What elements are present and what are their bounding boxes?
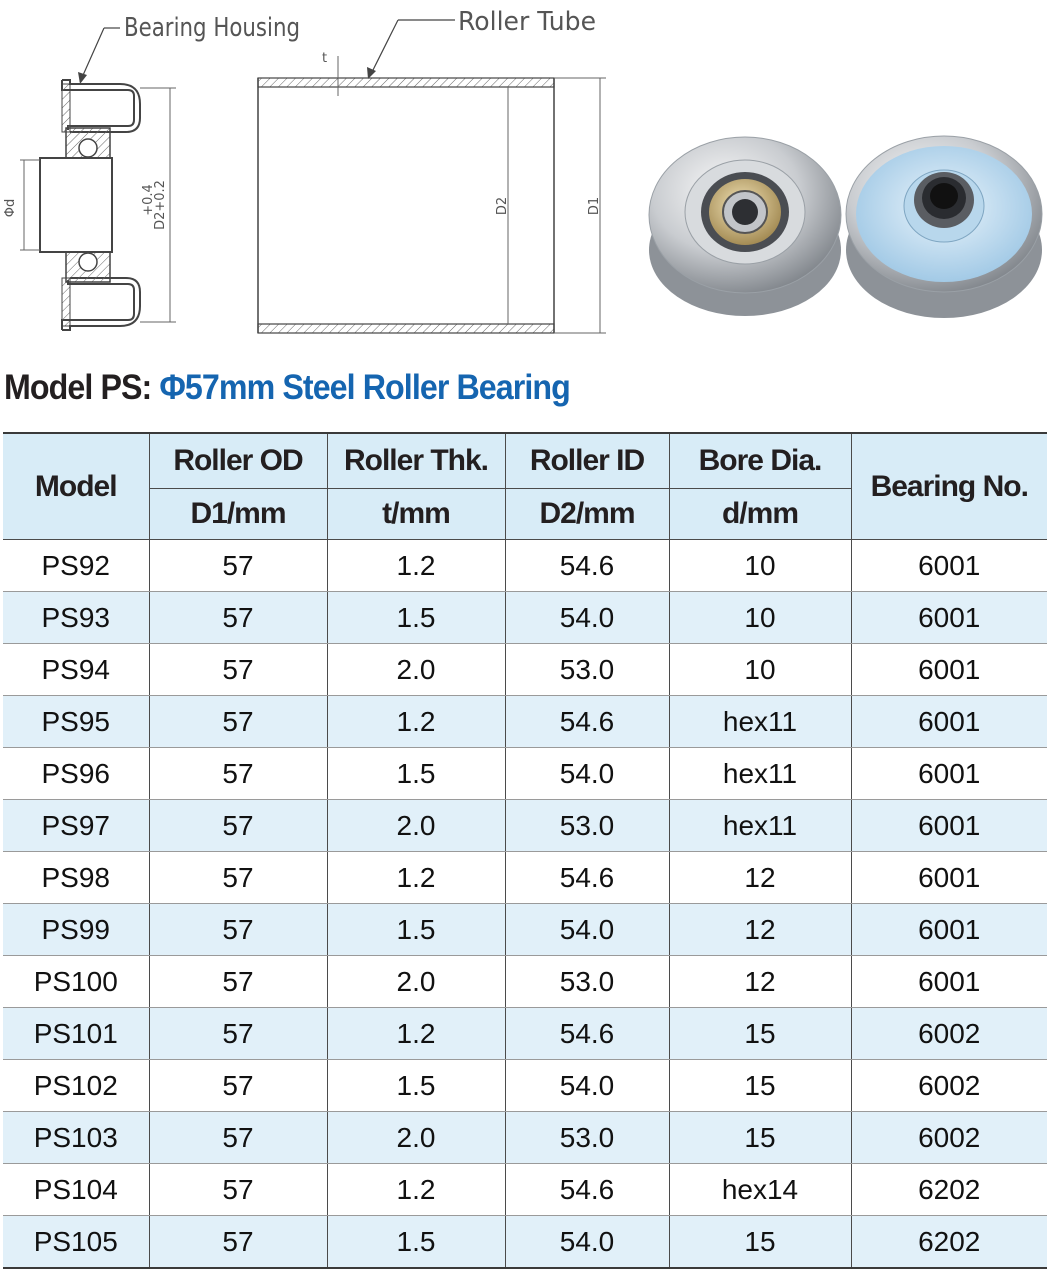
cell-bearing-no: 6002: [851, 1112, 1047, 1164]
header-model: Model: [3, 433, 149, 540]
cell-bore-dia: 10: [669, 592, 851, 644]
cell-roller-thk: 2.0: [327, 1112, 505, 1164]
steel-roller-bearing-photo: [649, 136, 1042, 318]
cell-roller-od: 57: [149, 696, 327, 748]
spec-table-body: [3, 540, 1047, 1269]
table-row: [3, 1216, 1047, 1269]
table-row: [3, 748, 1047, 800]
cell-bearing-no: 6001: [851, 748, 1047, 800]
dim-t-label: t: [322, 51, 328, 66]
cell-roller-thk: 1.2: [327, 1164, 505, 1216]
cell-roller-id: 54.0: [505, 592, 669, 644]
cell-roller-id: 54.6: [505, 540, 669, 592]
cell-model: PS94: [3, 644, 149, 696]
cell-roller-thk: 1.5: [327, 904, 505, 956]
cell-bore-dia: hex14: [669, 1164, 851, 1216]
cell-model: PS98: [3, 852, 149, 904]
cell-model: PS105: [3, 1216, 149, 1269]
table-row: [3, 904, 1047, 956]
header-roller-od: Roller OD: [149, 433, 327, 489]
dim-bore-label: Φd: [3, 198, 18, 218]
cell-roller-id: 54.6: [505, 852, 669, 904]
cell-bearing-no: 6202: [851, 1216, 1047, 1269]
title-prefix: Model PS:: [4, 368, 160, 407]
cell-roller-id: 53.0: [505, 1112, 669, 1164]
cell-bearing-no: 6001: [851, 852, 1047, 904]
cell-roller-od: 57: [149, 956, 327, 1008]
cell-bearing-no: 6001: [851, 644, 1047, 696]
cell-bearing-no: 6001: [851, 592, 1047, 644]
cell-model: PS99: [3, 904, 149, 956]
cell-bearing-no: 6001: [851, 956, 1047, 1008]
cell-bearing-no: 6001: [851, 540, 1047, 592]
cell-roller-thk: 2.0: [327, 956, 505, 1008]
cell-roller-id: 54.6: [505, 1164, 669, 1216]
page-title: [4, 368, 570, 408]
cell-roller-thk: 1.2: [327, 852, 505, 904]
header-bore-dia: Bore Dia.: [669, 433, 851, 489]
cell-roller-id: 53.0: [505, 956, 669, 1008]
cell-roller-od: 57: [149, 748, 327, 800]
cell-bore-dia: 15: [669, 1060, 851, 1112]
table-row: [3, 696, 1047, 748]
spec-table-header: [3, 433, 1047, 540]
roller-tube-label: Roller Tube: [458, 7, 596, 37]
header-roller-id-unit: D2/mm: [505, 489, 669, 540]
cell-roller-id: 54.0: [505, 748, 669, 800]
cell-roller-od: 57: [149, 800, 327, 852]
title-main: Φ57mm Steel Roller Bearing: [159, 368, 570, 407]
cell-bore-dia: hex11: [669, 696, 851, 748]
table-row: [3, 956, 1047, 1008]
table-row: [3, 1008, 1047, 1060]
cell-bearing-no: 6002: [851, 1008, 1047, 1060]
cell-bearing-no: 6001: [851, 904, 1047, 956]
cell-roller-thk: 1.2: [327, 540, 505, 592]
header-roller-id: Roller ID: [505, 433, 669, 489]
cell-bore-dia: 12: [669, 904, 851, 956]
table-row: [3, 1060, 1047, 1112]
cell-bearing-no: 6001: [851, 800, 1047, 852]
cell-model: PS97: [3, 800, 149, 852]
cell-model: PS101: [3, 1008, 149, 1060]
table-row: [3, 800, 1047, 852]
cell-roller-thk: 1.5: [327, 1060, 505, 1112]
technical-drawings: [0, 0, 1050, 350]
dim-d2-tolerance-label: D2+0.2: [153, 180, 168, 230]
cell-roller-od: 57: [149, 852, 327, 904]
cell-model: PS93: [3, 592, 149, 644]
cell-roller-thk: 1.2: [327, 1008, 505, 1060]
cell-bore-dia: 12: [669, 956, 851, 1008]
cell-roller-thk: 1.5: [327, 1216, 505, 1269]
dim-d2-tolerance-upper: +0.4: [141, 184, 156, 216]
cell-model: PS96: [3, 748, 149, 800]
bearing-housing-label: Bearing Housing: [124, 13, 300, 43]
cell-model: PS103: [3, 1112, 149, 1164]
cell-model: PS92: [3, 540, 149, 592]
cell-model: PS102: [3, 1060, 149, 1112]
bearing-housing-section: [3, 13, 300, 330]
cell-bore-dia: hex11: [669, 800, 851, 852]
cell-bearing-no: 6002: [851, 1060, 1047, 1112]
cell-roller-od: 57: [149, 1216, 327, 1269]
cell-roller-thk: 1.2: [327, 696, 505, 748]
cell-roller-od: 57: [149, 540, 327, 592]
cell-roller-thk: 1.5: [327, 748, 505, 800]
table-row: [3, 592, 1047, 644]
cell-roller-od: 57: [149, 1060, 327, 1112]
cell-roller-od: 57: [149, 1164, 327, 1216]
cell-bearing-no: 6202: [851, 1164, 1047, 1216]
table-row: [3, 852, 1047, 904]
table-row: [3, 540, 1047, 592]
cell-roller-id: 54.0: [505, 1216, 669, 1269]
table-row: [3, 1164, 1047, 1216]
cell-roller-thk: 2.0: [327, 800, 505, 852]
header-roller-thk: Roller Thk.: [327, 433, 505, 489]
cell-bore-dia: 15: [669, 1112, 851, 1164]
cell-model: PS95: [3, 696, 149, 748]
spec-table: [3, 432, 1047, 1269]
cell-bore-dia: hex11: [669, 748, 851, 800]
cell-roller-id: 53.0: [505, 644, 669, 696]
cell-roller-od: 57: [149, 592, 327, 644]
dim-D2-label: D2: [495, 196, 510, 216]
header-bearing-no: Bearing No.: [851, 433, 1047, 540]
cell-roller-od: 57: [149, 1008, 327, 1060]
cell-roller-thk: 1.5: [327, 592, 505, 644]
cell-roller-id: 54.0: [505, 1060, 669, 1112]
cell-model: PS100: [3, 956, 149, 1008]
header-roller-od-unit: D1/mm: [149, 489, 327, 540]
cell-roller-id: 53.0: [505, 800, 669, 852]
cell-roller-id: 54.6: [505, 1008, 669, 1060]
cell-bore-dia: 12: [669, 852, 851, 904]
cell-bore-dia: 10: [669, 540, 851, 592]
dim-D1-label: D1: [587, 196, 602, 216]
cell-roller-thk: 2.0: [327, 644, 505, 696]
cell-roller-od: 57: [149, 904, 327, 956]
cell-bore-dia: 15: [669, 1216, 851, 1269]
cell-roller-id: 54.6: [505, 696, 669, 748]
table-row: [3, 1112, 1047, 1164]
cell-model: PS104: [3, 1164, 149, 1216]
roller-tube-section: [258, 7, 606, 333]
cell-bearing-no: 6001: [851, 696, 1047, 748]
cell-roller-id: 54.0: [505, 904, 669, 956]
cell-bore-dia: 10: [669, 644, 851, 696]
cell-bore-dia: 15: [669, 1008, 851, 1060]
cell-roller-od: 57: [149, 644, 327, 696]
cell-roller-od: 57: [149, 1112, 327, 1164]
table-row: [3, 644, 1047, 696]
header-bore-dia-unit: d/mm: [669, 489, 851, 540]
header-roller-thk-unit: t/mm: [327, 489, 505, 540]
